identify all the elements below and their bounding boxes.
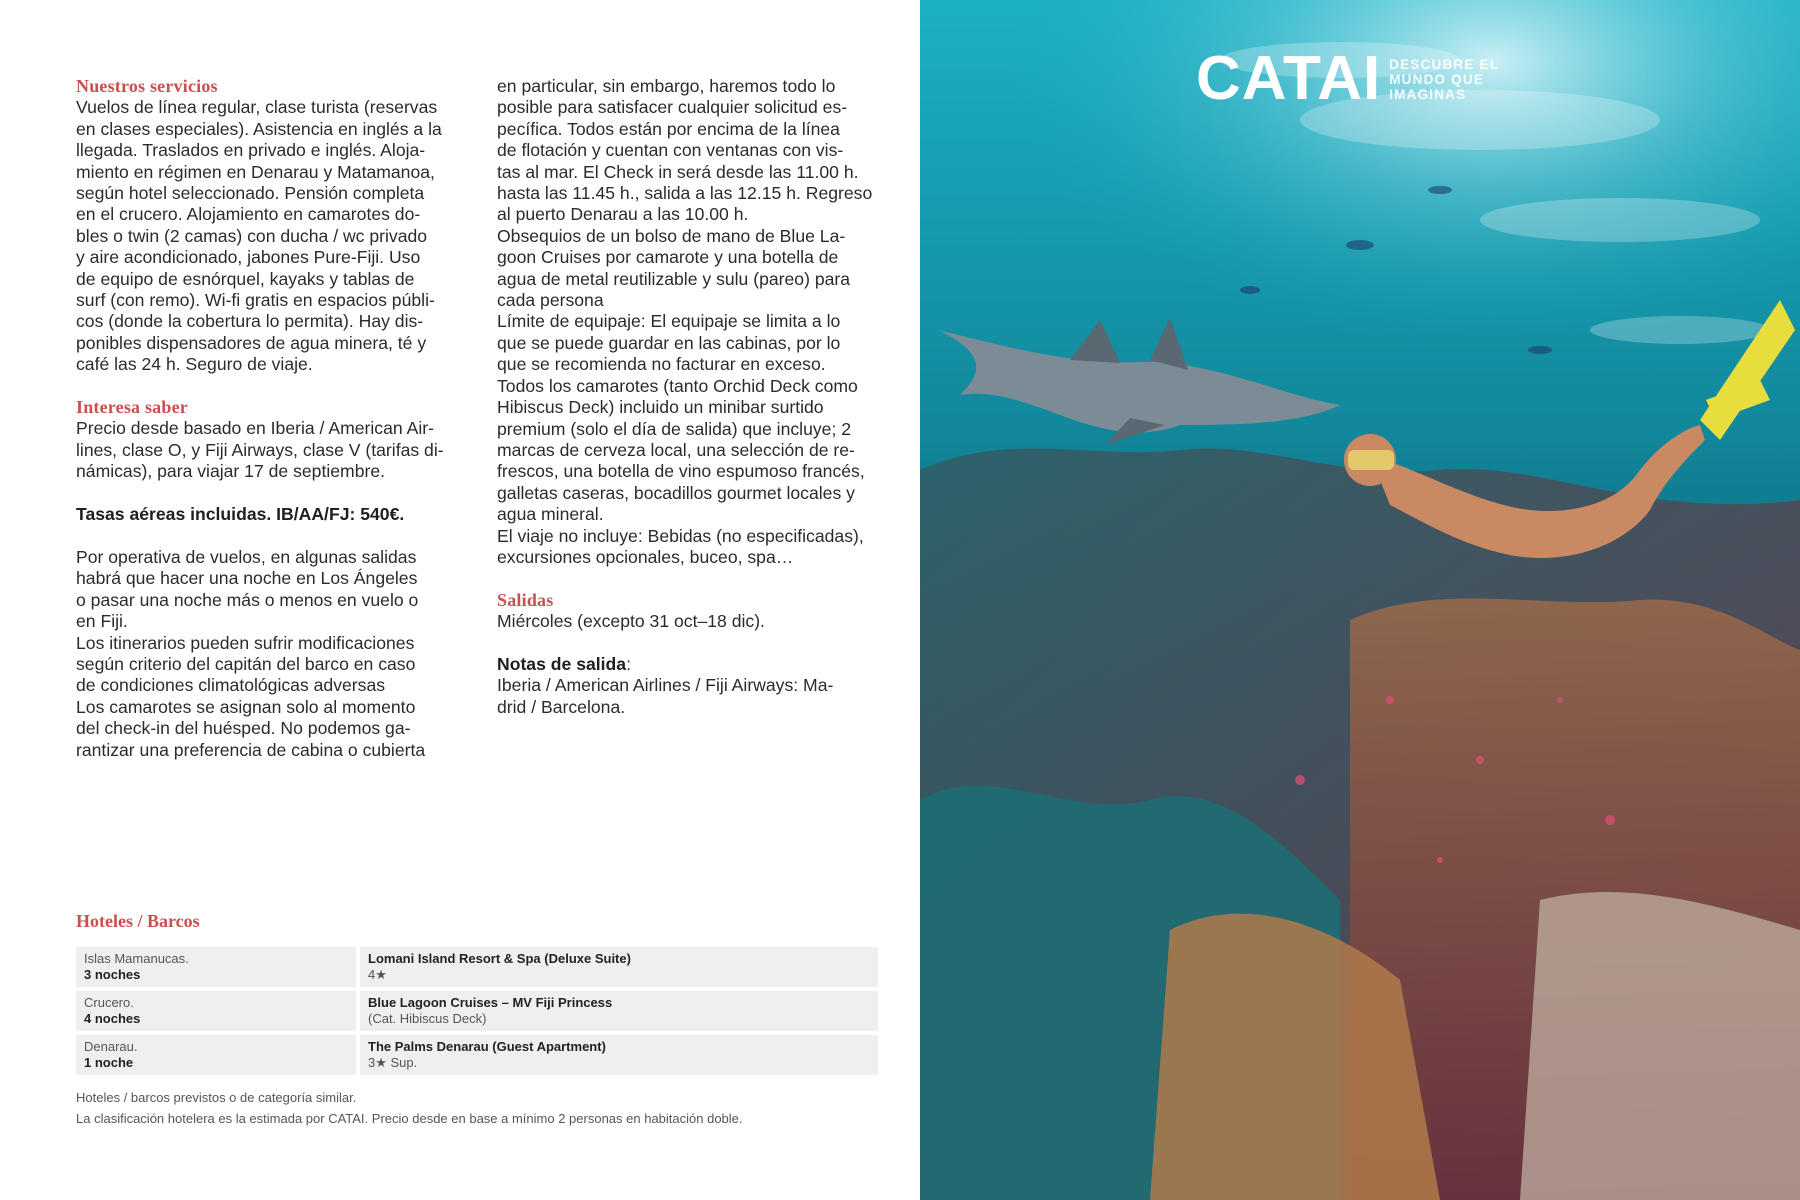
cruise-line: al puerto Denarau a las 10.00 h. xyxy=(497,204,749,225)
services-line: de equipo de esnórquel, kayaks y tablas de xyxy=(76,268,415,289)
hotel-nights: 3 noches xyxy=(84,966,141,982)
cruise-line: frescos, una botella de vino espumoso francés, xyxy=(497,461,865,482)
departure-notes-colon: : xyxy=(626,653,631,674)
departure-notes-label xyxy=(497,654,881,675)
info-line: Los camarotes se asignan solo al momento xyxy=(76,696,416,717)
departure-notes-line: drid / Barcelona. xyxy=(497,696,626,717)
cruise-line: goon Cruises por camarote y una botella de xyxy=(497,247,839,268)
info-line: habrá que hacer una noche en Los Ángeles xyxy=(76,568,418,589)
services-line: cos (donde la cobertura lo permita). Hay dis- xyxy=(76,311,424,332)
info-line: Por operativa de vuelos, en algunas salidas xyxy=(76,546,417,567)
brand-name: CATAI xyxy=(1196,44,1382,113)
services-line: bles o twin (2 camas) con ducha / wc privado xyxy=(76,225,428,246)
hotel-category: (Cat. Hibiscus Deck) xyxy=(368,1010,487,1026)
hotel-nights: 1 noche xyxy=(84,1054,134,1070)
departures-text: Miércoles (excepto 31 oct–18 dic). xyxy=(497,611,765,632)
hotel-category: 3★ Sup. xyxy=(368,1054,418,1070)
brand-tagline xyxy=(1389,57,1499,102)
reef-shapes xyxy=(920,448,1800,1200)
info-line: del check-in del huésped. No podemos ga- xyxy=(76,718,411,739)
hotel-name-cell xyxy=(360,947,878,987)
services-line: llegada. Traslados en privado e inglés. Aloja- xyxy=(76,140,426,161)
cruise-line: El viaje no incluye: Bebidas (no especificadas), xyxy=(497,525,864,546)
departure-notes-line: Iberia / American Airlines / Fiji Airways: Ma- xyxy=(497,675,834,696)
services-text xyxy=(76,97,460,375)
cruise-details-text xyxy=(497,76,881,568)
hotel-location-cell xyxy=(76,1035,356,1075)
info-line: lines, clase O, y Fiji Airways, clase V (tarifas di- xyxy=(76,439,444,460)
services-line: Vuelos de línea regular, clase turista (reservas xyxy=(76,97,438,118)
cruise-line: Todos los camarotes (tanto Orchid Deck como xyxy=(497,375,858,396)
cruise-line: agua de metal reutilizable y sulu (pareo) para xyxy=(497,268,851,289)
info-line: námicas), para viajar 17 de septiembre. xyxy=(76,461,386,482)
tagline-line: DESCUBRE EL xyxy=(1389,56,1500,72)
cruise-line: que se puede guardar en las cabinas, por lo xyxy=(497,332,841,353)
cruise-line: en particular, sin embargo, haremos todo lo xyxy=(497,76,836,96)
cruise-line: Hibiscus Deck) incluido un minibar surtido xyxy=(497,397,824,418)
info-line: de condiciones climatológicas adversas xyxy=(76,675,386,696)
table-row xyxy=(76,947,878,987)
cruise-line: agua mineral. xyxy=(497,504,604,525)
table-row xyxy=(76,991,878,1031)
cruise-line: posible para satisfacer cualquier solicitud es- xyxy=(497,97,848,118)
services-line: según hotel seleccionado. Pensión completa xyxy=(76,183,425,204)
cruise-line: de flotación y cuentan con ventanas con vis- xyxy=(497,140,844,161)
services-line: en el crucero. Alojamiento en camarotes do- xyxy=(76,204,421,225)
info-text-2 xyxy=(76,547,460,761)
hotel-name: Lomani Island Resort & Spa (Deluxe Suite) xyxy=(368,951,631,966)
cruise-line: premium (solo el día de salida) que incluye; 2 xyxy=(497,418,852,439)
hotel-name: The Palms Denarau (Guest Apartment) xyxy=(368,1039,606,1054)
info-line: según criterio del capitán del barco en caso xyxy=(76,653,416,674)
services-line: miento en régimen en Denarau y Matamanoa, xyxy=(76,161,435,182)
services-line: surf (con remo). Wi-fi gratis en espacios públi- xyxy=(76,290,435,311)
hotel-location-cell xyxy=(76,947,356,987)
services-line: café las 24 h. Seguro de viaje. xyxy=(76,354,313,375)
info-text xyxy=(76,418,460,482)
cruise-line: que se recomienda no facturar en exceso. xyxy=(497,354,826,375)
services-line: ponibles dispensadores de agua minera, té y xyxy=(76,332,427,353)
services-line: en clases especiales). Asistencia en inglés a la xyxy=(76,118,442,139)
services-line: y aire acondicionado, jabones Pure-Fiji. Uso xyxy=(76,247,421,268)
tagline-line: MUNDO QUE xyxy=(1389,71,1485,87)
departures-heading: Salidas xyxy=(497,589,554,610)
underwater-photo xyxy=(920,0,1800,1200)
cruise-line: excursiones opcionales, buceo, spa… xyxy=(497,546,794,567)
info-line: Precio desde basado en Iberia / American Air- xyxy=(76,418,434,439)
catai-logo xyxy=(1196,44,1500,113)
cruise-line: galletas caseras, bocadillos gourmet locales y xyxy=(497,482,855,503)
text-column-1 xyxy=(76,76,460,761)
cruise-line: pecífica. Todos están por encima de la línea xyxy=(497,118,840,139)
airport-taxes: Tasas aéreas incluidas. IB/AA/FJ: 540€. xyxy=(76,504,405,525)
cruise-line: tas al mar. El Check in será desde las 11.00 h. xyxy=(497,161,859,182)
text-column-2 xyxy=(497,76,881,718)
departure-notes-title: Notas de salida xyxy=(497,653,627,674)
tagline-line: IMAGINAS xyxy=(1389,86,1467,102)
info-heading: Interesa saber xyxy=(76,397,188,418)
hotel-name-cell xyxy=(360,1035,878,1075)
hotels-table xyxy=(76,947,878,1079)
hotel-location: Islas Mamanucas. xyxy=(84,951,189,966)
info-line: o pasar una noche más o menos en vuelo o xyxy=(76,589,419,610)
cruise-line: Obsequios de un bolso de mano de Blue La- xyxy=(497,225,846,246)
underwater-scene-illustration xyxy=(920,0,1800,1200)
cruise-line: cada persona xyxy=(497,290,604,311)
info-line: en Fiji. xyxy=(76,611,128,632)
hotels-heading: Hoteles / Barcos xyxy=(76,911,200,931)
cruise-line: marcas de cerveza local, una selección de re- xyxy=(497,439,855,460)
cruise-line: Límite de equipaje: El equipaje se limita a lo xyxy=(497,311,841,332)
hotel-location: Denarau. xyxy=(84,1039,138,1054)
hotel-nights: 4 noches xyxy=(84,1010,141,1026)
hotel-location: Crucero. xyxy=(84,995,134,1010)
cruise-line: hasta las 11.45 h., salida a las 12.15 h. Regreso xyxy=(497,183,873,204)
rating-footnote: La clasificación hotelera es la estimada por CATAI. Precio desde en base a mínimo 2 personas en habitación doble. xyxy=(76,1111,743,1126)
table-row xyxy=(76,1035,878,1075)
hotel-category: 4★ xyxy=(368,966,387,982)
hotel-name-cell xyxy=(360,991,878,1031)
info-line: Los itinerarios pueden sufrir modificaciones xyxy=(76,632,415,653)
hotel-location-cell xyxy=(76,991,356,1031)
hotels-footnote: Hoteles / barcos previstos o de categoría similar. xyxy=(76,1090,357,1105)
info-line: rantizar una preferencia de cabina o cubierta xyxy=(76,739,426,760)
hotel-name: Blue Lagoon Cruises – MV Fiji Princess xyxy=(368,995,613,1010)
services-heading: Nuestros servicios xyxy=(76,76,218,96)
